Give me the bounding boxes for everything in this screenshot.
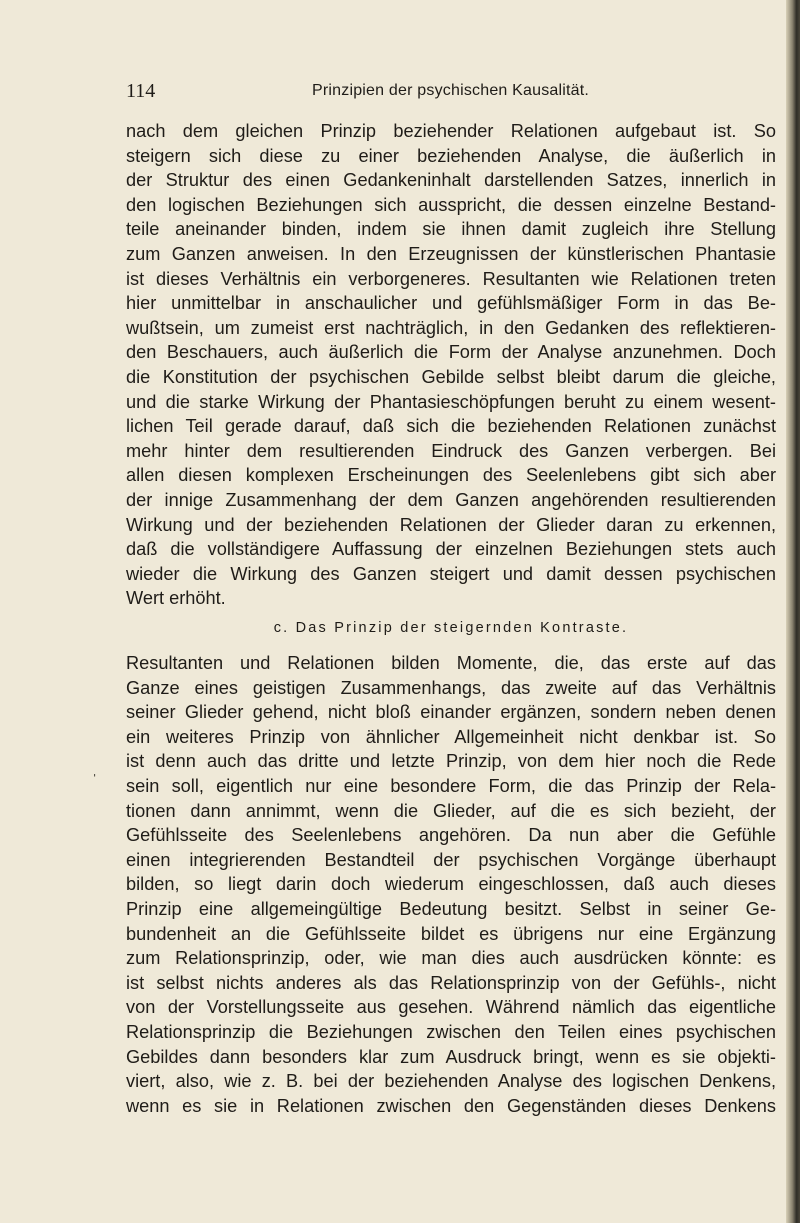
- text-line: allen diesen komplexen Erscheinungen des Seelenlebens gibt sich aber: [126, 465, 776, 486]
- text-line: wenn es sie in Relationen zwischen den Gegenständen dieses Denkens: [126, 1095, 776, 1116]
- paragraph-2: [126, 651, 776, 1118]
- text-line: ist denn auch das dritte und letzte Prinzip, von dem hier noch die Rede: [126, 751, 776, 772]
- text-line: Ganze eines geistigen Zusammenhangs, das zweite auf das Verhältnis: [126, 677, 776, 698]
- paragraph-1: [126, 119, 776, 611]
- text-line: Wirkung und der beziehenden Relationen der Glieder daran zu erkennen,: [126, 514, 776, 535]
- text-line: zum Relationsprinzip, oder, wie man dies auch ausdrücken könnte: es: [126, 948, 776, 969]
- text-line: ein weiteres Prinzip von ähnlicher Allgemeinheit nicht denkbar ist. So: [126, 726, 776, 747]
- text-line: den Beschauers, auch äußerlich die Form der Analyse anzunehmen. Doch: [126, 342, 776, 363]
- text-line: wußtsein, um zumeist erst nachträglich, in den Gedanken des reflektieren-: [126, 317, 776, 338]
- text-line: einen integrierenden Bestandteil der psychischen Vorgänge überhaupt: [126, 849, 776, 870]
- text-line: nach dem gleichen Prinzip beziehender Relationen aufgebaut ist. So: [126, 121, 776, 141]
- text-line: lichen Teil gerade darauf, daß sich die beziehenden Relationen zunächst: [126, 416, 776, 437]
- text-line: die Konstitution der psychischen Gebilde selbst bleibt darum die gleiche,: [126, 366, 776, 387]
- text-line: bundenheit an die Gefühlsseite bildet es übrigens nur eine Ergänzung: [126, 923, 776, 944]
- page-edge-shadow: [786, 0, 800, 1223]
- text-line: Resultanten und Relationen bilden Momente, die, das erste auf das: [126, 653, 776, 673]
- text-line: bilden, so liegt darin doch wiederum eingeschlossen, daß auch dieses: [126, 874, 776, 895]
- section-heading: c. Das Prinzip der steigernden Kontraste.: [273, 620, 629, 636]
- text-line: seiner Glieder gehend, nicht bloß einander ergänzen, sondern neben denen: [126, 702, 776, 723]
- text-line: zum Ganzen anweisen. In den Erzeugnissen der künstlerischen Phantasie: [126, 243, 776, 264]
- page-header: [126, 80, 596, 106]
- text-line: Gebildes dann besonders klar zum Ausdruck bringt, wenn es sie objekti-: [126, 1046, 776, 1067]
- text-line: ist selbst nichts anderes als das Relationsprinzip von der Gefühls-, nicht: [126, 972, 776, 993]
- text-line: teile aneinander binden, indem sie ihnen damit zugleich ihre Stellung: [126, 219, 776, 240]
- text-line: und die starke Wirkung der Phantasieschöpfungen beruht zu einem wesent-: [126, 391, 776, 412]
- text-line: daß die vollständigere Auffassung der einzelnen Beziehungen stets auch: [126, 539, 776, 560]
- text-line: Wert erhöht.: [126, 588, 226, 609]
- text-line: von der Vorstellungsseite aus gesehen. Während nämlich das eigentliche: [126, 997, 776, 1018]
- page-number: 114: [126, 80, 156, 102]
- text-line: den logischen Beziehungen sich ausspricht, die dessen einzelne Bestand-: [126, 194, 776, 215]
- text-line: wieder die Wirkung des Ganzen steigert und damit dessen psychischen: [126, 563, 776, 584]
- text-line: Prinzip eine allgemeingültige Bedeutung besitzt. Selbst in seiner Ge-: [126, 898, 776, 919]
- margin-mark: ˌ: [92, 760, 98, 777]
- text-line: sein soll, eigentlich nur eine besondere Form, die das Prinzip der Rela-: [126, 775, 776, 796]
- running-head: Prinzipien der psychischen Kausalität.: [312, 82, 590, 99]
- text-line: der Struktur des einen Gedankeninhalt darstellenden Satzes, innerlich in: [126, 170, 776, 191]
- text-line: Gefühlsseite des Seelenlebens angehören. Da nun aber die Gefühle: [126, 825, 776, 846]
- text-line: tionen dann annimmt, wenn die Glieder, auf die es sich bezieht, der: [126, 800, 776, 821]
- text-line: hier unmittelbar in anschaulicher und gefühlsmäßiger Form in das Be-: [126, 293, 776, 314]
- text-line: steigern sich diese zu einer beziehenden Analyse, die äußerlich in: [126, 145, 776, 166]
- text-line: der innige Zusammenhang der dem Ganzen angehörenden resultierenden: [126, 489, 776, 510]
- text-line: viert, also, wie z. B. bei der beziehenden Analyse des logischen Denkens,: [126, 1071, 776, 1092]
- text-line: ist dieses Verhältnis ein verborgeneres. Resultanten wie Relationen treten: [126, 268, 776, 289]
- text-line: Relationsprinzip die Beziehungen zwischen den Teilen eines psychischen: [126, 1021, 776, 1042]
- text-line: mehr hinter dem resultierenden Eindruck des Ganzen verbergen. Bei: [126, 440, 776, 461]
